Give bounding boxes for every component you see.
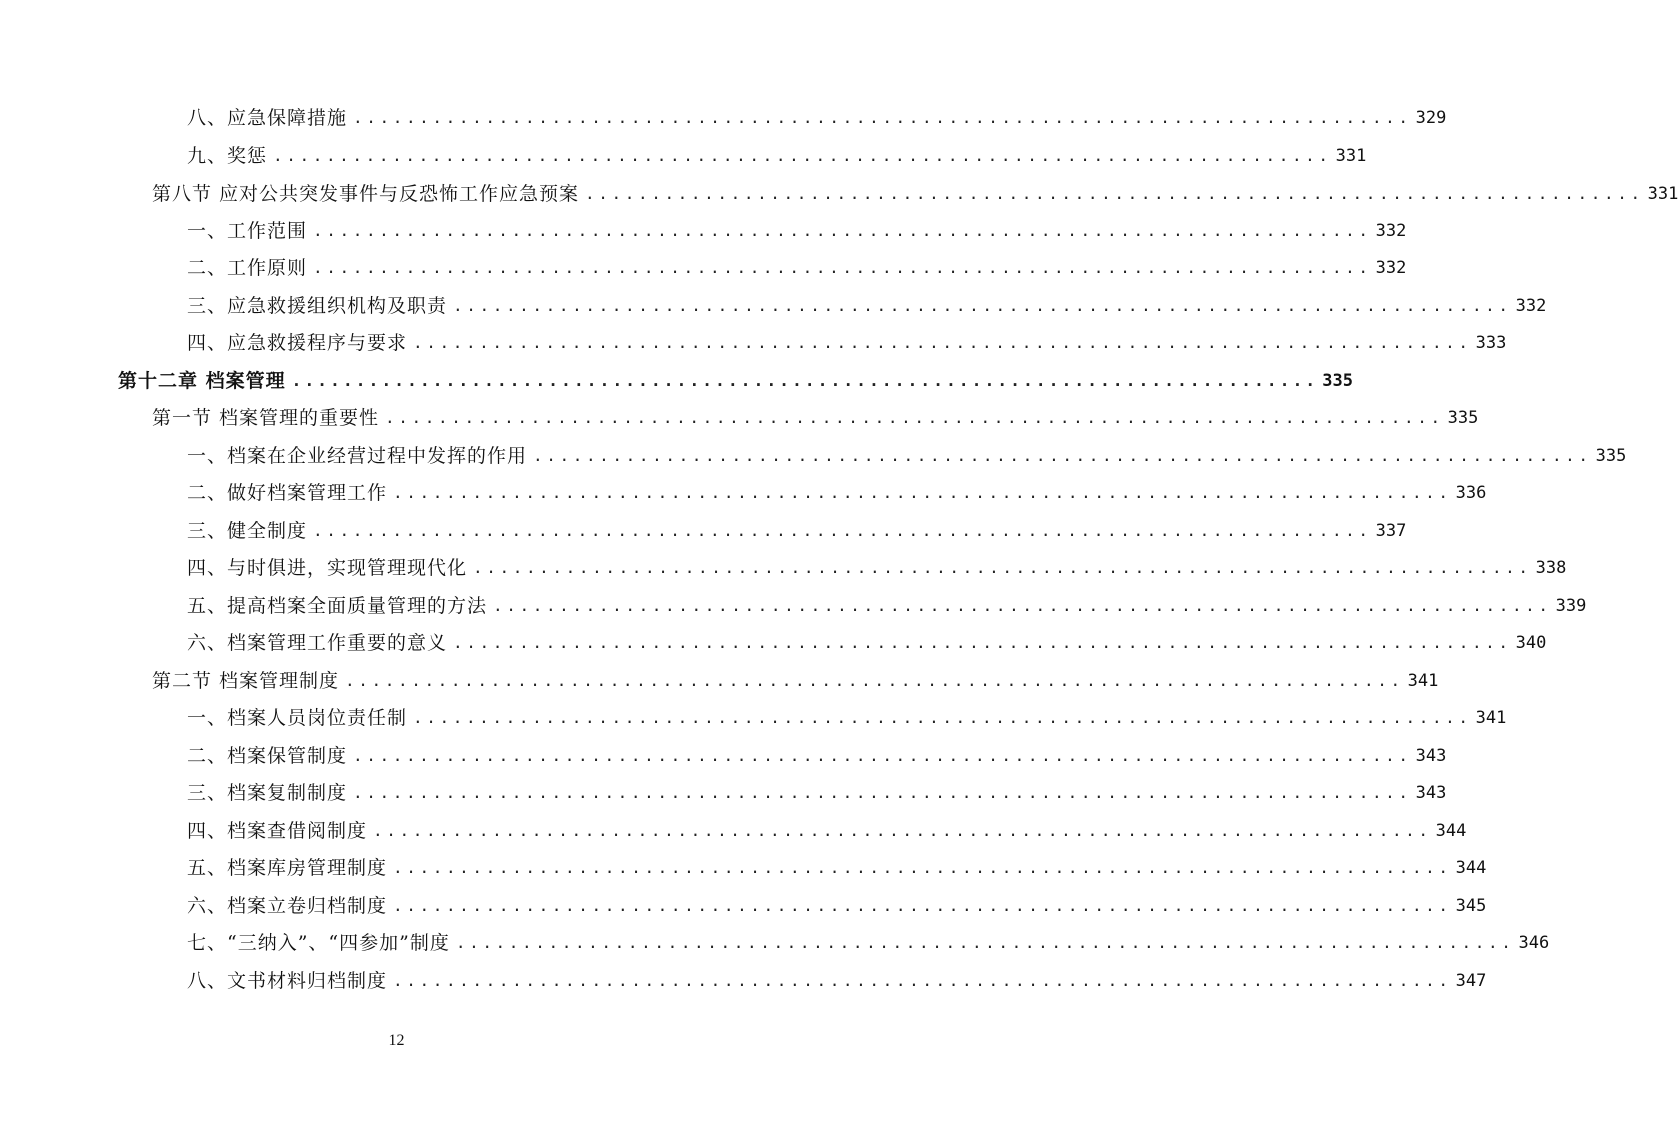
- toc-entry[interactable]: [187, 213, 1407, 249]
- toc-entry-title: 八、应急保障措施: [187, 107, 348, 129]
- toc-entry-page: 341: [1475, 708, 1507, 728]
- dot-leader: ................................................................................: [393, 483, 1452, 502]
- dot-leader: ................................................................................: [453, 633, 1512, 652]
- toc-entry[interactable]: [187, 888, 1487, 924]
- toc-entry[interactable]: [187, 700, 1507, 736]
- toc-entry[interactable]: [187, 138, 1367, 174]
- dot-leader: ................................................................................: [345, 671, 1404, 690]
- toc-entry-title: 五、档案库房管理制度: [187, 857, 388, 879]
- toc-entry[interactable]: [187, 813, 1467, 849]
- toc-entry-title: 三、应急救援组织机构及职责: [187, 295, 448, 317]
- toc-entry-page: 339: [1555, 596, 1587, 616]
- toc-entry-title: 一、档案人员岗位责任制: [187, 707, 408, 729]
- toc-entry-page: 332: [1375, 258, 1407, 278]
- dot-leader: ................................................................................: [533, 446, 1592, 465]
- toc-entry-page: 343: [1415, 783, 1447, 803]
- page-number: 12: [388, 1032, 405, 1049]
- toc-entry-page: 329: [1415, 108, 1447, 128]
- toc-entry-page: 345: [1455, 896, 1487, 916]
- toc-entry[interactable]: [187, 625, 1547, 661]
- toc-entry-title: 二、工作原则: [187, 257, 308, 279]
- dot-leader: ................................................................................: [413, 708, 1472, 727]
- dot-leader: ................................................................................: [273, 146, 1332, 165]
- toc-entry[interactable]: [187, 475, 1487, 511]
- dot-leader: ................................................................................: [291, 371, 1319, 390]
- dot-leader: ................................................................................: [353, 108, 1412, 127]
- toc-chapter-entry[interactable]: [118, 363, 1353, 399]
- toc-entry-title: 七、“三纳入”、“四参加”制度: [187, 932, 450, 954]
- toc-entry-title: 第八节 应对公共突发事件与反恐怖工作应急预案: [152, 183, 580, 205]
- toc-entry-page: 346: [1518, 933, 1550, 953]
- toc-entry-page: 340: [1515, 633, 1547, 653]
- toc-entry-page: 332: [1515, 296, 1547, 316]
- toc-entry-title: 四、档案查借阅制度: [187, 820, 368, 842]
- toc-entry-page: 335: [1595, 446, 1627, 466]
- toc-entry-page: 332: [1375, 221, 1407, 241]
- dot-leader: ................................................................................: [385, 408, 1444, 427]
- toc-entry-page: 337: [1375, 521, 1407, 541]
- toc-entry[interactable]: [187, 288, 1547, 324]
- toc-entry-page: 338: [1535, 558, 1567, 578]
- toc-entry-title: 四、应急救援程序与要求: [187, 332, 408, 354]
- dot-leader: ................................................................................: [353, 783, 1412, 802]
- toc-entry-title: 五、提高档案全面质量管理的方法: [187, 595, 488, 617]
- toc-entry-title: 三、健全制度: [187, 520, 308, 542]
- dot-leader: ................................................................................: [313, 521, 1372, 540]
- toc-entry[interactable]: [187, 250, 1407, 286]
- dot-leader: ................................................................................: [393, 858, 1452, 877]
- toc-entry-page: 341: [1407, 671, 1439, 691]
- toc-entry-title: 四、与时俱进，实现管理现代化: [187, 557, 468, 579]
- toc-entry-page: 331: [1335, 146, 1367, 166]
- toc-entry[interactable]: [187, 100, 1447, 136]
- toc-entry-title: 第二节 档案管理制度: [152, 670, 340, 692]
- toc-entry[interactable]: [187, 963, 1487, 999]
- toc-entry[interactable]: [187, 588, 1587, 624]
- toc-entry-title: 第十二章 档案管理: [118, 370, 286, 392]
- toc-entry-page: 331: [1647, 184, 1678, 204]
- toc-entry-title: 六、档案立卷归档制度: [187, 895, 388, 917]
- toc-entry-title: 八、文书材料归档制度: [187, 970, 388, 992]
- toc-entry-page: 344: [1455, 858, 1487, 878]
- toc-entry-page: 343: [1415, 746, 1447, 766]
- toc-entry[interactable]: [152, 400, 1479, 436]
- toc-entry[interactable]: [187, 925, 1550, 961]
- dot-leader: ................................................................................: [473, 558, 1532, 577]
- dot-leader: ................................................................................: [455, 933, 1515, 952]
- dot-leader: ................................................................................: [353, 746, 1412, 765]
- toc-entry-title: 六、档案管理工作重要的意义: [187, 632, 448, 654]
- toc-entry-title: 一、工作范围: [187, 220, 308, 242]
- toc-entry[interactable]: [187, 513, 1407, 549]
- dot-leader: ................................................................................: [413, 333, 1472, 352]
- toc-entry-page: 344: [1435, 821, 1467, 841]
- toc-entry[interactable]: [187, 550, 1567, 586]
- toc-entry-title: 二、做好档案管理工作: [187, 482, 388, 504]
- toc-entry-title: 一、档案在企业经营过程中发挥的作用: [187, 445, 528, 467]
- dot-leader: ................................................................................: [373, 821, 1432, 840]
- dot-leader: ................................................................................: [313, 258, 1372, 277]
- toc-entry[interactable]: [152, 176, 1678, 212]
- toc-entry[interactable]: [187, 850, 1487, 886]
- toc-entry[interactable]: [187, 438, 1627, 474]
- toc-entry-page: 333: [1475, 333, 1507, 353]
- dot-leader: ................................................................................: [313, 221, 1372, 240]
- dot-leader: ................................................................................: [453, 296, 1512, 315]
- toc-entry-page: 335: [1447, 408, 1479, 428]
- toc-entry-page: 335: [1322, 371, 1353, 391]
- toc-entry-title: 二、档案保管制度: [187, 745, 348, 767]
- toc-entry-title: 三、档案复制制度: [187, 782, 348, 804]
- toc-entry-title: 第一节 档案管理的重要性: [152, 407, 380, 429]
- toc-entry-title: 九、奖惩: [187, 145, 268, 167]
- toc-entry-page: 347: [1455, 971, 1487, 991]
- toc-entry[interactable]: [187, 738, 1447, 774]
- dot-leader: ................................................................................: [493, 596, 1552, 615]
- dot-leader: ................................................................................: [393, 896, 1452, 915]
- toc-entry[interactable]: [187, 325, 1507, 361]
- toc-entry[interactable]: [187, 775, 1447, 811]
- dot-leader: ................................................................................: [585, 184, 1644, 203]
- dot-leader: ................................................................................: [393, 971, 1452, 990]
- toc-entry[interactable]: [152, 663, 1439, 699]
- toc-entry-page: 336: [1455, 483, 1487, 503]
